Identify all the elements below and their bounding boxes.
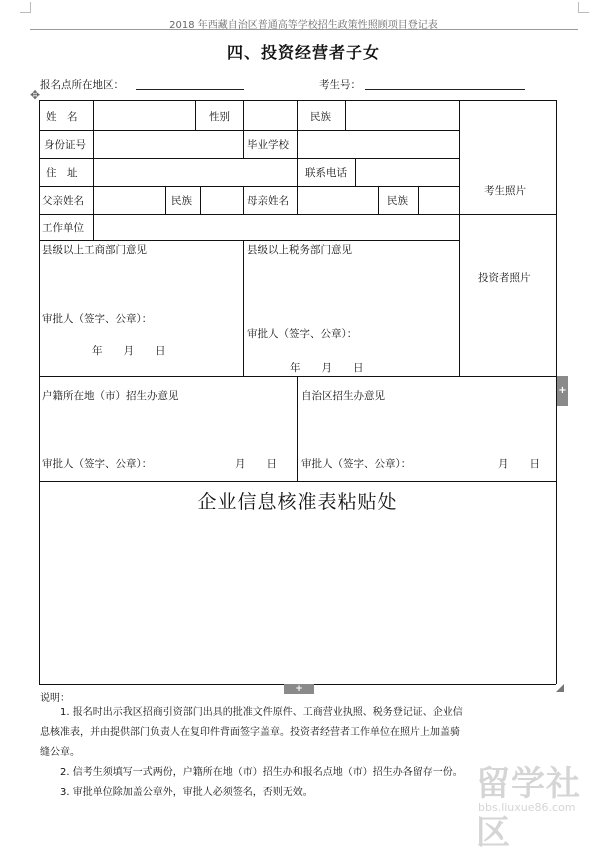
household-date-label: 月 日 <box>235 458 277 470</box>
col-line-mother-eth <box>378 186 379 214</box>
col-line-eth <box>345 100 346 130</box>
father-ethnicity-label: 民族 <box>171 195 192 207</box>
col-line-mother2 <box>297 186 298 214</box>
employer-label: 工作单位 <box>42 222 84 234</box>
col-line-phone2 <box>355 158 356 186</box>
note-1a: 1. 报名时出示我区招商引资部门出具的批准文件原件、工商营业执照、税务登记证、企业信 <box>60 707 463 718</box>
note-1c: 缝公章。 <box>40 747 80 758</box>
phone-label: 联系电话 <box>305 167 347 179</box>
crop-mark-top-left <box>20 2 31 13</box>
page-title: 四、投资经营者子女 <box>226 43 380 62</box>
header-rule <box>30 29 578 30</box>
region-office-opinion-label: 自治区招生办意见 <box>301 390 385 402</box>
crop-mark-top-right <box>578 2 589 13</box>
region-date-label: 月 日 <box>498 458 540 470</box>
father-name-label: 父亲姓名 <box>42 195 84 207</box>
address-label: 住 址 <box>46 167 78 179</box>
col-line-father-eth <box>200 186 201 214</box>
graduate-school-label: 毕业学校 <box>247 139 289 151</box>
col-line-father <box>165 186 166 214</box>
ethnicity-label: 民族 <box>310 111 331 123</box>
name-field[interactable] <box>94 101 194 129</box>
household-approver-label: 审批人（签字、公章）： <box>42 458 153 470</box>
investor-photo-label: 投资者照片 <box>478 272 531 284</box>
row-line-4 <box>39 214 556 215</box>
col-line-gender2 <box>297 100 298 130</box>
col-line-mother <box>243 186 244 214</box>
household-office-opinion-label: 户籍所在地（市）招生办意见 <box>42 390 179 402</box>
region-approver-label: 审批人（签字、公章）： <box>301 458 412 470</box>
watermark-url: bbs.liuxue86.com <box>478 801 576 814</box>
row-line-7 <box>39 481 556 482</box>
add-column-handle[interactable]: + <box>557 376 568 406</box>
col-line-phone <box>297 158 298 186</box>
table-border-left <box>39 100 40 684</box>
exam-no-field[interactable] <box>365 89 525 90</box>
note-1b: 息核准表，并由提供部门负责人在复印件背面签字盖章。投资者经营者工作单位在照片上加盖骑 <box>40 727 460 738</box>
col-line-school <box>243 130 244 158</box>
watermark-text: 留学社区 <box>476 764 581 853</box>
mother-name-label: 母亲姓名 <box>247 195 289 207</box>
mother-ethnicity-label: 民族 <box>387 195 408 207</box>
gender-label: 性别 <box>209 111 230 123</box>
commerce-date-label: 年 月 日 <box>92 345 166 357</box>
region-field[interactable] <box>136 89 244 90</box>
add-row-handle[interactable]: + <box>284 684 314 694</box>
watermark-logo <box>458 756 607 853</box>
region-label: 报名点所在地区： <box>40 79 124 91</box>
exam-no-label: 考生号： <box>319 79 361 91</box>
col-line-mother-eth2 <box>418 186 419 214</box>
col-line-name <box>195 100 196 130</box>
county-tax-opinion-label: 县级以上税务部门意见 <box>247 244 352 256</box>
tax-date-label: 年 月 日 <box>290 362 364 374</box>
note-3: 3. 审批单位除加盖公章外，审批人必须签名，否则无效。 <box>60 787 313 798</box>
col-line-school2 <box>297 130 298 158</box>
col-line-offices <box>297 376 298 481</box>
col-line-opinions <box>243 240 244 376</box>
row-line-3 <box>39 186 459 187</box>
col-line-gender <box>243 100 244 130</box>
resize-handle-icon[interactable] <box>556 684 564 692</box>
row-line-5 <box>39 240 459 241</box>
id-no-label: 身份证号 <box>44 139 86 151</box>
notes-heading: 说明： <box>40 693 70 704</box>
col-line-photo <box>459 100 460 376</box>
row-line-1 <box>39 130 459 131</box>
table-move-icon[interactable]: ✥ <box>29 88 41 102</box>
paste-area-title: 企业信息核准表粘贴处 <box>197 491 398 513</box>
row-line-2 <box>39 158 459 159</box>
candidate-photo-label: 考生照片 <box>484 185 526 197</box>
name-label: 姓 名 <box>46 111 78 123</box>
note-2: 2. 信考生须填写一式两份，户籍所在地（市）招生办和报名点地（市）招生办各留存一份。 <box>60 767 463 778</box>
tax-approver-label: 审批人（签字、公章）： <box>247 328 358 340</box>
document-header: 2018 年西藏自治区普通高等学校招生政策性照顾项目登记表 <box>169 20 438 31</box>
commerce-approver-label: 审批人（签字、公章）： <box>42 313 153 325</box>
county-commerce-opinion-label: 县级以上工商部门意见 <box>42 244 147 256</box>
